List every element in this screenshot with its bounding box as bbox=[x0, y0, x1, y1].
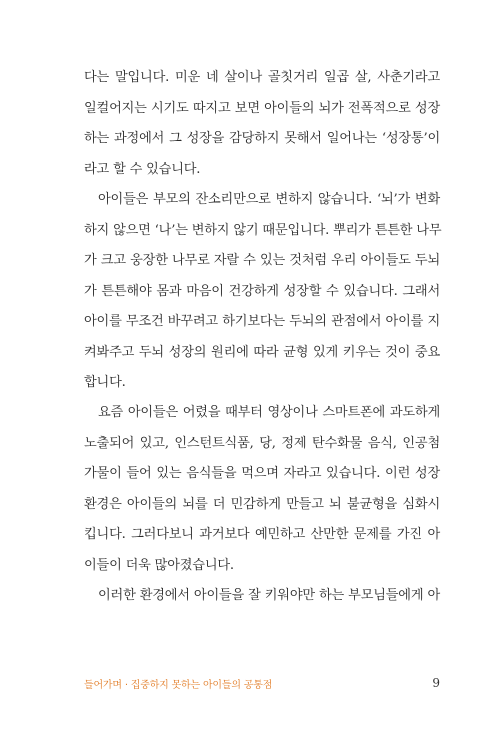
text-line: 아이들은 부모의 잔소리만으로 변하지 않습니다. ‘뇌’가 변화 bbox=[98, 192, 440, 207]
paragraph-4 bbox=[84, 581, 440, 612]
text-line: 가 크고 웅장한 나무로 자랄 수 있는 것처럼 우리 아이들도 두뇌 bbox=[84, 253, 440, 268]
page-footer bbox=[84, 673, 440, 693]
text-line: 요즘 아이들은 어렸을 때부터 영상이나 스마트폰에 과도하게 bbox=[98, 405, 440, 420]
paragraph-2 bbox=[84, 185, 440, 399]
paragraph-1 bbox=[84, 63, 440, 185]
text-line: 가 튼튼해야 몸과 마음이 건강하게 성장할 수 있습니다. 그래서 bbox=[84, 283, 440, 299]
text-line: 아이를 무조건 바꾸려고 하기보다는 두뇌의 관점에서 아이를 지 bbox=[84, 314, 440, 329]
text-line: 환경은 아이들의 뇌를 더 민감하게 만들고 뇌 불균형을 심화시 bbox=[84, 496, 440, 512]
text-line: 하는 과정에서 그 성장을 감당하지 못해서 일어나는 ‘성장통’이 bbox=[84, 131, 440, 146]
page-number: 9 bbox=[432, 676, 440, 690]
text-line: 킵니다. 그러다보니 과거보다 예민하고 산만한 문제를 가진 아 bbox=[84, 527, 440, 542]
text-line: 다는 말입니다. 미운 네 살이나 골칫거리 일곱 살, 사춘기라고 bbox=[84, 70, 440, 85]
paragraph-3 bbox=[84, 398, 440, 581]
text-line: 라고 할 수 있습니다. bbox=[84, 161, 201, 177]
text-line: 가물이 들어 있는 음식들을 먹으며 자라고 있습니다. 이런 성장 bbox=[84, 466, 440, 481]
text-line: 합니다. bbox=[84, 375, 126, 390]
text-line: 일컬어지는 시기도 따지고 보면 아이들의 뇌가 전폭적으로 성장 bbox=[84, 100, 440, 116]
text-line: 하지 않으면 ‘나’는 변하지 않기 때문입니다. 뿌리가 튼튼한 나무 bbox=[84, 222, 442, 238]
text-line: 켜봐주고 두뇌 성장의 원리에 따라 균형 있게 키우는 것이 중요 bbox=[84, 344, 440, 360]
text-line: 이러한 환경에서 아이들을 잘 키워야만 하는 부모님들에게 아 bbox=[98, 588, 440, 603]
text-line: 노출되어 있고, 인스턴트식품, 당, 정제 탄수화물 음식, 인공첨 bbox=[84, 435, 440, 451]
running-title: 들어가며 · 집중하지 못하는 아이들의 공통점 bbox=[84, 679, 273, 691]
text-line: 이들이 더욱 많아졌습니다. bbox=[84, 557, 234, 573]
